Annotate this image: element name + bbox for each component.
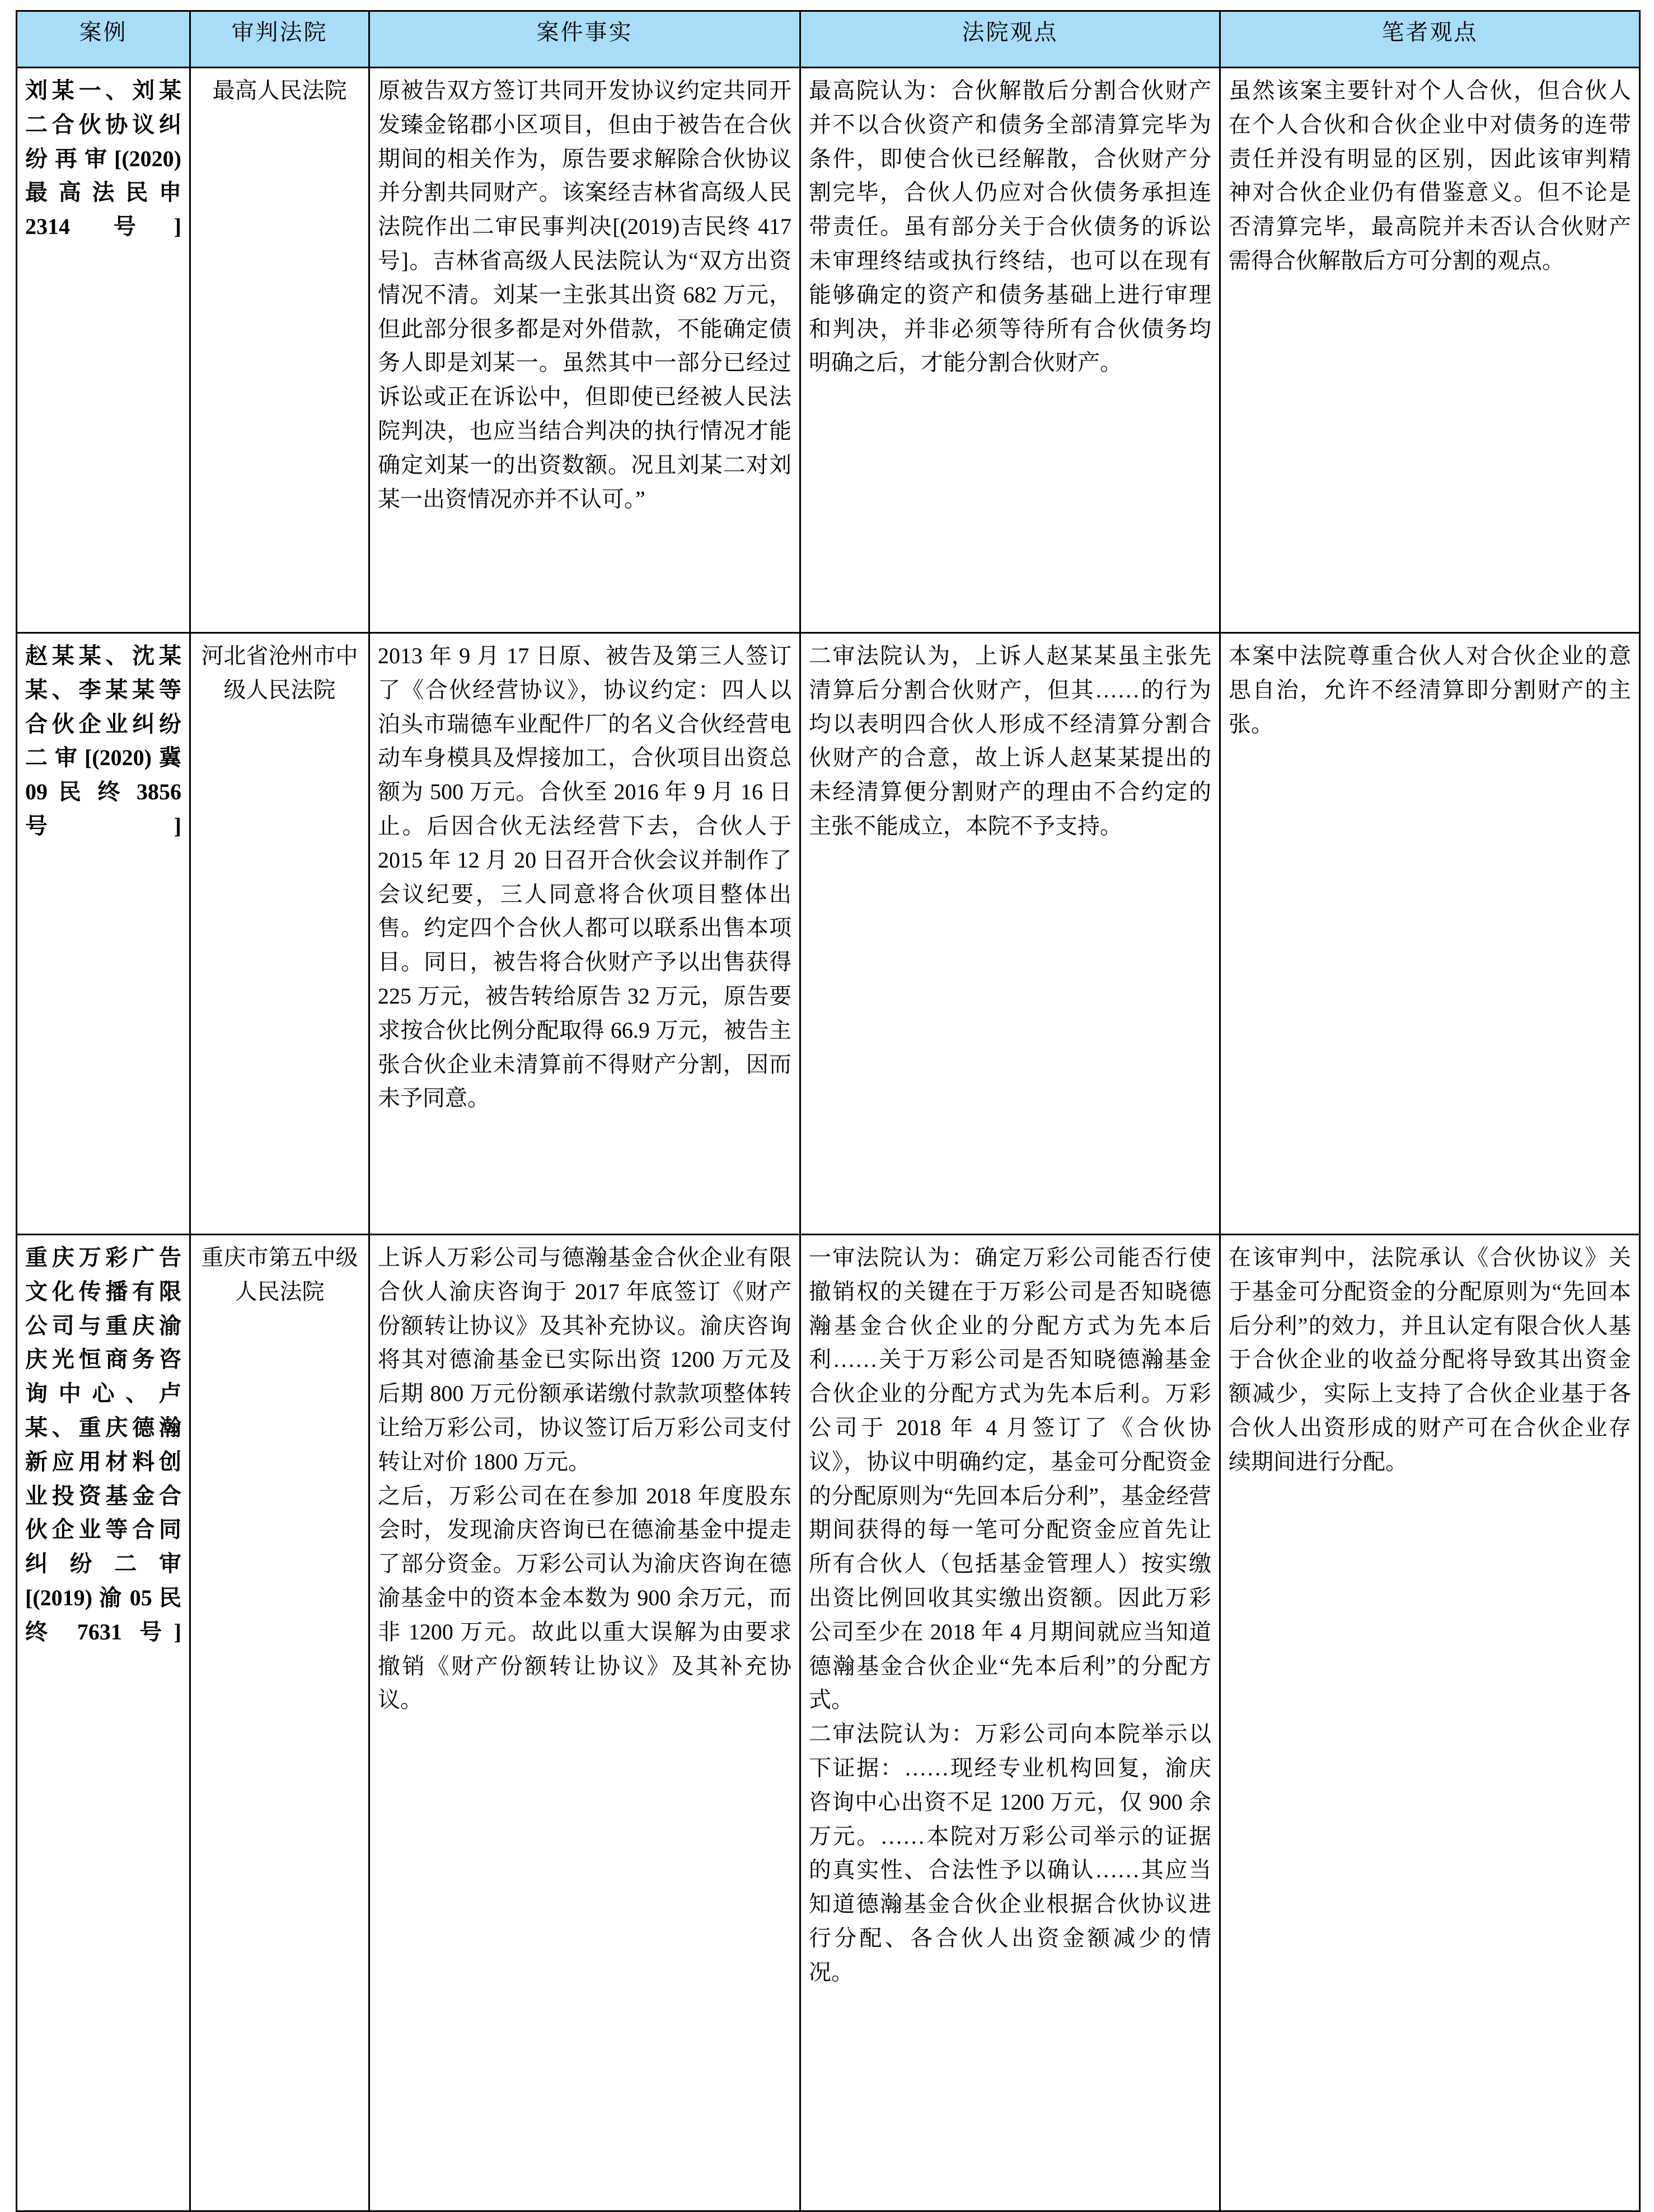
court-opinion-cell: 二审法院认为，上诉人赵某某虽主张先清算后分割合伙财产，但其……的行为均以表明四合伙人形成不经清算分割合伙财产的合意，故上诉人赵某某提出的未经清算便分割财产的理由不合约定的主张不能成立，本院不予支持。 [800,633,1220,1235]
legal-case-comparison-table [16,10,1641,2212]
column-header-author-opinion: 笔者观点 [1220,11,1640,68]
column-header-case-facts: 案件事实 [369,11,800,68]
table-row [17,68,1640,633]
column-header-court-opinion: 法院观点 [800,11,1220,68]
court-name-cell: 重庆市第五中级人民法院 [190,1235,369,2211]
court-opinion-paragraph: 一审法院认为：确定万彩公司能否行使撤销权的关键在于万彩公司是否知晓德瀚基金合伙企业的分配方式为先本后利……关于万彩公司是否知晓德瀚基金合伙企业的分配方式为先本后利。万彩公司于 2018 年 4 月签订了《合伙协议》，协议中明确约定，基金可分配资金的分配原则为“先回本后分利”，基金经营期间获得的每一笔可分配资金应首先让所有合伙人（包括基金管理人）按实缴出资比例回收其实缴出资额。因此万彩公司至少在 2018 年 4 月期间就应当知道德瀚基金合伙企业“先本后利”的分配方式。 [809,1245,1211,1713]
author-opinion-cell: 本案中法院尊重合伙人对合伙企业的意思自治，允许不经清算即分割财产的主张。 [1220,633,1640,1235]
author-opinion-cell: 虽然该案主要针对个人合伙，但合伙人在个人合伙和合伙企业中对债务的连带责任并没有明显的区别，因此该审判精神对合伙企业仍有借鉴意义。但不论是否清算完毕，最高院并未否认合伙财产需得合伙解散后方可分割的观点。 [1220,68,1640,633]
table-body [17,68,1640,2211]
case-facts-cell: 原被告双方签订共同开发协议约定共同开发臻金铭郡小区项目，但由于被告在合伙期间的相关作为，原告要求解除合伙协议并分割共同财产。该案经吉林省高级人民法院作出二审民事判决[(2019)吉民终 417 号]。吉林省高级人民法院认为“双方出资情况不清。刘某一主张其出资 682 万元，但此部分很多都是对外借款，不能确定债务人即是刘某一。虽然其中一部分已经过诉讼或正在诉讼中，但即使已经被人民法院判决，也应当结合判决的执行情况才能确定刘某一的出资数额。况且刘某二对刘某一出资情况亦并不认可。” [369,68,800,633]
court-opinion-paragraph: 二审法院认为：万彩公司向本院举示以下证据：……现经专业机构回复，渝庆咨询中心出资不足 1200 万元，仅 900 余万元。……本院对万彩公司举示的证据的真实性、合法性予以确认……其应当知道德瀚基金合伙企业根据合伙协议进行分配、各合伙人出资金额减少的情况。 [809,1721,1211,1985]
case-name-cell: 赵某某、沈某某、李某某等合伙企业纠纷二审[(2020)冀 09 民 终 3856 号] [17,633,190,1235]
column-header-case: 案例 [17,11,190,68]
case-facts-cell: 2013 年 9 月 17 日原、被告及第三人签订了《合伙经营协议》，协议约定：四人以泊头市瑞德车业配件厂的名义合伙经营电动车身模具及焊接加工，合伙项目出资总额为 500 万元。合伙至 2016 年 9 月 16 日止。后因合伙无法经营下去，合伙人于 2015 年 12 月 20 日召开合伙会议并制作了会议纪要，三人同意将合伙项目整体出售。约定四个合伙人都可以联系出售本项目。同日，被告将合伙财产予以出售获得 225 万元，被告转给原告 32 万元，原告要求按合伙比例分配取得 66.9 万元，被告主张合伙企业未清算前不得财产分割，因而未予同意。 [369,633,800,1235]
court-opinion-cell: 最高院认为：合伙解散后分割合伙财产并不以合伙资产和债务全部清算完毕为条件，即使合伙已经解散，合伙财产分割完毕，合伙人仍应对合伙债务承担连带责任。虽有部分关于合伙债务的诉讼未审理终结或执行终结，也可以在现有能够确定的资产和债务基础上进行审理和判决，并非必须等待所有合伙债务均明确之后，才能分割合伙财产。 [800,68,1220,633]
author-opinion-cell: 在该审判中，法院承认《合伙协议》关于基金可分配资金的分配原则为“先回本后分利”的效力，并且认定有限合伙人基于合伙企业的收益分配将导致其出资金额减少，实际上支持了合伙企业基于各合伙人出资形成的财产可在合伙企业存续期间进行分配。 [1220,1235,1640,2211]
court-name-cell: 河北省沧州市中级人民法院 [190,633,369,1235]
court-opinion-cell [800,1235,1220,2211]
column-header-court: 审判法院 [190,11,369,68]
table-header-row [17,11,1640,68]
table-header [17,11,1640,68]
case-facts-cell [369,1235,800,2211]
table-row [17,633,1640,1235]
case-facts-paragraph: 上诉人万彩公司与德瀚基金合伙企业有限合伙人渝庆咨询于 2017 年底签订《财产份额转让协议》及其补充协议。渝庆咨询将其对德渝基金已实际出资 1200 万元及后期 800 万元份额承诺缴付款款项整体转让给万彩公司，协议签订后万彩公司支付转让对价 1800 万元。 [378,1245,791,1474]
case-name-cell: 刘某一、刘某二合伙协议纠纷再审[(2020) 最高法民申 2314 号] [17,68,190,633]
table-row [17,1235,1640,2211]
court-name-cell: 最高人民法院 [190,68,369,633]
case-facts-paragraph: 之后，万彩公司在在参加 2018 年度股东会时，发现渝庆咨询已在德渝基金中提走了部分资金。万彩公司认为渝庆咨询在德渝基金中的资本金本数为 900 余万元，而非 1200 万元。故此以重大误解为由要求撤销《财产份额转让协议》及其补充协议。 [378,1483,791,1713]
case-name-cell: 重庆万彩广告文化传播有限公司与重庆渝庆光恒商务咨询中心、卢某、重庆德瀚新应用材料创业投资基金合伙企业等合同纠纷二审 [(2019) 渝 05 民终 7631 号] [17,1235,190,2211]
